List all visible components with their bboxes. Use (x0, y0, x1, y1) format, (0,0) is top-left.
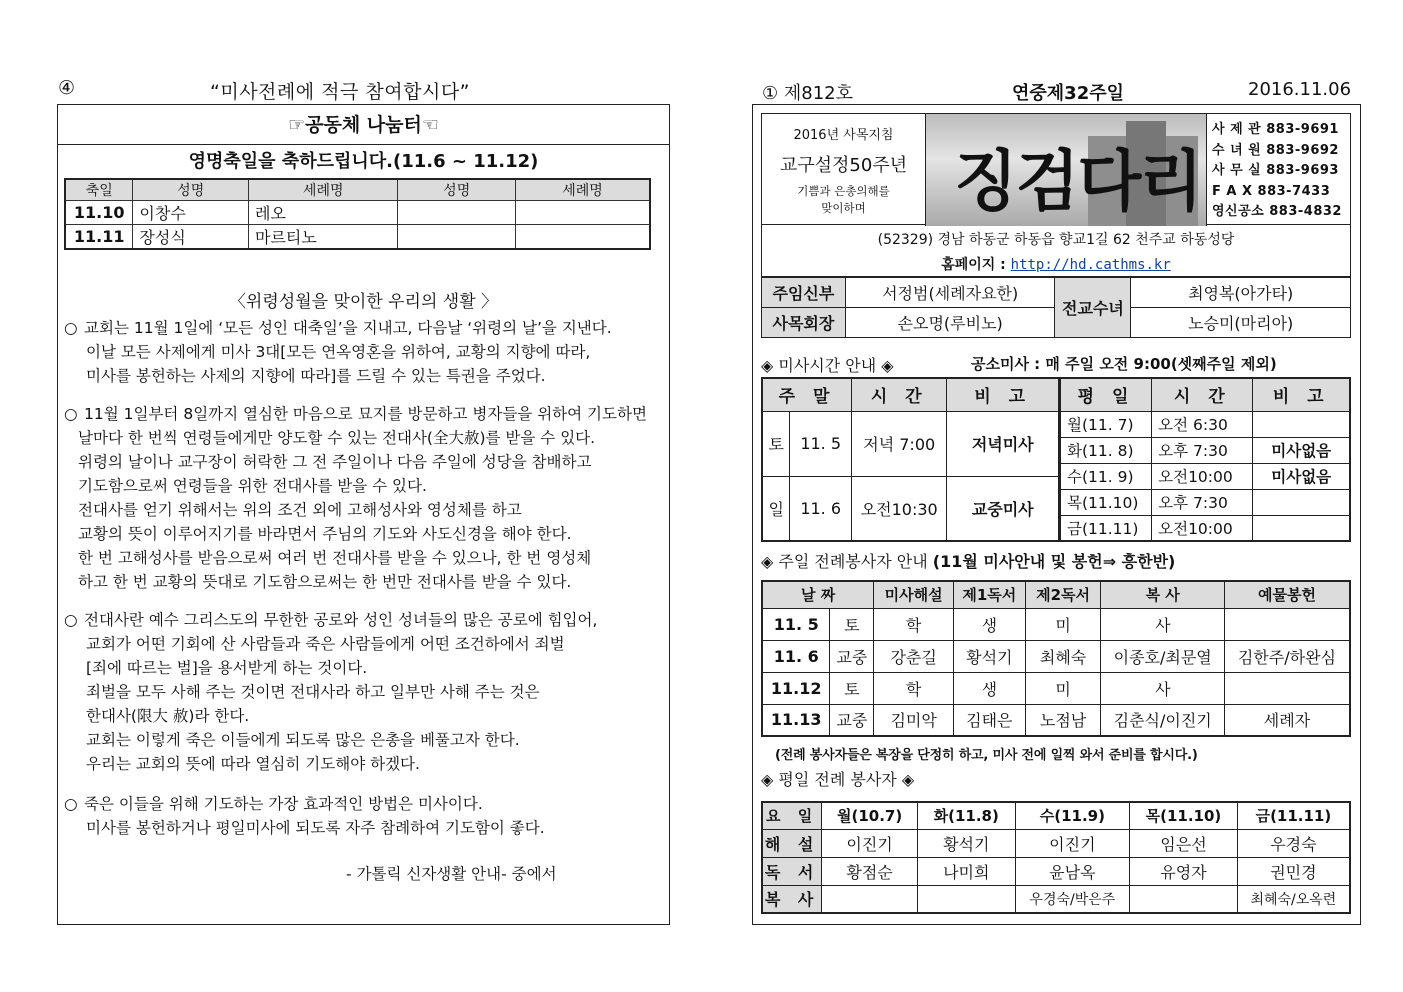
cell: 오전10:30 (851, 476, 946, 541)
contact-item: 영신공소 883-4832 (1212, 204, 1342, 219)
cell: 미 (1025, 608, 1101, 640)
cell (917, 885, 1015, 913)
table-header-row (762, 581, 1350, 608)
paragraph-line: 미사를 봉헌하는 사제의 지향에 따라]를 드릴 수 있는 특권을 주었다. (86, 367, 546, 385)
cell: 생 (953, 672, 1025, 704)
cell: 월(11. 7) (1060, 411, 1152, 437)
cell: 장성식 (133, 225, 249, 250)
cell (1253, 515, 1350, 541)
table-row (65, 225, 650, 250)
bullet-icon: ○ (64, 611, 78, 629)
cell (1130, 885, 1238, 913)
liturgy-title: ◈ 주일 전례봉사자 안내 (761, 552, 928, 571)
bullet-icon: ○ (64, 319, 78, 337)
table-row (762, 672, 1350, 704)
paragraph-line: 전대사란 예수 그리스도의 무한한 공로와 성인 성녀들의 많은 공로에 힘입어, (84, 611, 598, 629)
table-header-row (1060, 378, 1350, 411)
paragraph-line: 죄벌을 모두 사해 주는 것이면 전대사라 하고 일부만 사해 주는 것은 (86, 683, 540, 701)
liturgy-heading (761, 549, 1175, 572)
cell: 미사없음 (1253, 437, 1350, 463)
paragraph-line: [죄에 따르는 벌]을 용서받게 하는 것이다. (86, 659, 368, 677)
col-name: 성명 (133, 179, 249, 201)
col-date: 날 짜 (762, 581, 874, 608)
col-thu: 목(11.10) (1130, 802, 1238, 829)
cell: 오전10:00 (1152, 515, 1253, 541)
col-weekend: 주 말 (762, 378, 851, 411)
cell: 최혜숙/오옥련 (1237, 885, 1350, 913)
cell: 미 (1025, 672, 1101, 704)
paragraph-line: 교황의 뜻이 이루어지기를 바라면서 주님의 기도와 사도신경을 해야 한다. (78, 525, 572, 543)
address-block (761, 225, 1351, 277)
weekend-mass-table (761, 377, 1060, 542)
cell: 11.13 (762, 704, 830, 736)
liturgy-note: (전례 봉사자들은 복장을 단정히 하고, 미사 전에 일찍 와서 준비를 합시다.) (775, 748, 1198, 763)
paragraph-line: 전대사를 얻기 위해서는 위의 조건 외에 고해성사와 영성체를 하고 (78, 501, 522, 519)
sister-name-2: 노승미(마리아) (1131, 308, 1351, 338)
table-row (762, 640, 1350, 672)
cell: 사 (1101, 672, 1225, 704)
festival-title: 영명축일을 축하드립니다.(11.6 ~ 11.12) (188, 151, 539, 172)
cell: 노점남 (1025, 704, 1101, 736)
contact-item: 사 제 관 883-9691 (1212, 122, 1339, 137)
left-page-number: ④ (58, 77, 76, 99)
cell: 교중미사 (947, 476, 1059, 541)
table-row (1060, 489, 1350, 515)
cell (1224, 672, 1350, 704)
mission-mass-note: 공소미사 : 매 주일 오전 9:00(셋째주일 제외) (971, 355, 1277, 373)
cell: 임은선 (1130, 829, 1238, 857)
cell: 오후 7:30 (1152, 489, 1253, 515)
cell: 우경숙 (1237, 829, 1350, 857)
cell: 이진기 (822, 829, 918, 857)
table-row (1060, 463, 1350, 489)
cell: 11.10 (65, 201, 133, 225)
cell: 토 (762, 411, 790, 476)
left-slogan: “미사전례에 적극 참여합시다” (210, 81, 471, 103)
cell: 목(11.10) (1060, 489, 1152, 515)
paragraph-line: 위령의 날이나 교구장이 허락한 그 전 주일이나 다음 주일에 성당을 참배하고 (78, 453, 592, 471)
sunday-ministers-table (761, 580, 1351, 737)
cell: 김미악 (874, 704, 954, 736)
table-row (762, 885, 1350, 913)
cell: 유영자 (1130, 857, 1238, 885)
paragraph-line: 미사를 봉헌하거나 평일미사에 되도록 자주 참례하여 기도함이 좋다. (86, 819, 545, 837)
table-row (762, 476, 1059, 541)
community-header: ☞공동체 나눔터☜ (58, 105, 669, 145)
contact-list (1212, 120, 1342, 223)
cell: 이창수 (133, 201, 249, 225)
row-label: 독 서 (762, 857, 822, 885)
row-label: 복 사 (762, 885, 822, 913)
col-name-2: 성명 (398, 179, 516, 201)
col-wed: 수(11.9) (1015, 802, 1130, 829)
contact-item: 사 무 실 883-9693 (1212, 163, 1339, 178)
cell: 11. 6 (790, 476, 852, 541)
bulletin-logo: 징검다리 (954, 142, 1202, 220)
cell: 황석기 (917, 829, 1015, 857)
col-reader-2: 제2독서 (1025, 581, 1101, 608)
council-name: 손오명(루비노) (845, 308, 1055, 338)
table-row (1060, 515, 1350, 541)
cell (1224, 608, 1350, 640)
cell: 11. 5 (762, 608, 830, 640)
pastoral-guideline (762, 114, 926, 226)
cell: 생 (953, 608, 1025, 640)
paragraph-line: 날마다 한 번씩 연령들에게만 양도할 수 있는 전대사(全大赦)를 받을 수 있다. (78, 429, 596, 447)
table-row (1060, 437, 1350, 463)
paragraph-line: 교회는 이렇게 죽은 이들에게 되도록 많은 은총을 베풀고자 한다. (86, 731, 520, 749)
table-row (762, 411, 1059, 476)
col-baptismal-name: 세례명 (249, 179, 398, 201)
cell: 황석기 (953, 640, 1025, 672)
cell: 오전 6:30 (1152, 411, 1253, 437)
cell: 황점순 (822, 857, 918, 885)
cell: 교중 (830, 640, 874, 672)
weekday-mass-table (1059, 377, 1351, 542)
masthead (761, 113, 1351, 225)
paragraph-line: 죽은 이들을 위해 기도하는 가장 효과적인 방법은 미사이다. (84, 795, 483, 813)
col-time: 시 간 (1152, 378, 1253, 411)
table-row (65, 201, 650, 225)
article-title: 〈위령성월을 맞이한 우리의 생활 〉 (228, 292, 499, 312)
paragraph-4 (64, 792, 545, 840)
col-note: 비 고 (1253, 378, 1350, 411)
cell: 김한주/하완심 (1224, 640, 1350, 672)
table-row (1060, 411, 1350, 437)
mass-time-heading (761, 353, 1351, 376)
row-label: 해 설 (762, 829, 822, 857)
cell: 마르티노 (249, 225, 398, 250)
col-day: 요 일 (762, 802, 822, 829)
cell: 김춘식/이진기 (1101, 704, 1225, 736)
cell: 화(11. 8) (1060, 437, 1152, 463)
paragraph-line: 한 번 고해성사를 받음으로써 여러 번 전대사를 받을 수 있으나, 한 번 영성체 (78, 549, 592, 567)
table-row (762, 829, 1350, 857)
cell: 토 (830, 608, 874, 640)
cell: 오후 7:30 (1152, 437, 1253, 463)
cell: 학 (874, 608, 954, 640)
cell: 금(11.11) (1060, 515, 1152, 541)
bullet-icon: ○ (64, 405, 78, 423)
cell: 일 (762, 476, 790, 541)
paragraph-line: 교회는 11월 1일에 ‘모든 성인 대축일’을 지내고, 다음날 ‘위령의 날’을 지낸다. (84, 319, 612, 337)
cell (822, 885, 918, 913)
table-row (762, 608, 1350, 640)
cell: 수(11. 9) (1060, 463, 1152, 489)
col-server: 복 사 (1101, 581, 1225, 608)
pastor-label: 주임신부 (762, 278, 846, 308)
cell: 교중 (830, 704, 874, 736)
paragraph-line: 기도함으로써 연령들을 위한 전대사를 받을 수 있다. (78, 477, 427, 495)
homepage-link[interactable]: http://hd.cathms.kr (1010, 257, 1171, 273)
cell: 김태은 (953, 704, 1025, 736)
article-source: - 가톨릭 신자생활 안내- 중에서 (346, 865, 557, 883)
bulletin-front (752, 104, 1361, 925)
cell: 나미희 (917, 857, 1015, 885)
pastoral-year: 2016년 사목지침 (793, 128, 894, 143)
cell: 사 (1101, 608, 1225, 640)
paragraph-1 (64, 316, 612, 388)
cell (398, 201, 516, 225)
paragraph-line: 한대사(限大 赦)라 한다. (86, 707, 250, 725)
mass-time-title: ◈ 미사시간 안내 ◈ (761, 356, 894, 375)
table-header-row (762, 378, 1059, 411)
sister-label: 전교수녀 (1055, 278, 1131, 338)
table-row (762, 857, 1350, 885)
cell: 미사없음 (1253, 463, 1350, 489)
cell: 11.11 (65, 225, 133, 250)
liturgical-week: 연중제32주일 (1012, 83, 1124, 104)
contact-item: 수 녀 원 883-9692 (1212, 142, 1339, 158)
col-note: 비 고 (947, 378, 1059, 411)
cell: 11. 6 (762, 640, 830, 672)
cell: 저녁미사 (947, 411, 1059, 476)
cell: 최혜숙 (1025, 640, 1101, 672)
col-fri: 금(11.11) (1237, 802, 1350, 829)
cell (515, 225, 650, 250)
issue-number: ① 제812호 (762, 83, 853, 104)
paragraph-line: 우리는 교회의 뜻에 따라 열심히 기도해야 하겠다. (86, 755, 420, 773)
council-label: 사목회장 (762, 308, 846, 338)
weekday-ministers-table (761, 801, 1351, 914)
paragraph-line: 이날 모든 사제에게 미사 3대[모든 연옥영혼을 위하여, 교황의 지향에 따라, (86, 343, 591, 361)
paragraph-line: 하고 한 번 교황의 뜻대로 기도함으로써는 한 번만 전대사를 받을 수 있다. (78, 573, 572, 591)
col-commentator: 미사해설 (874, 581, 954, 608)
cell: 세례자 (1224, 704, 1350, 736)
bullet-icon: ○ (64, 795, 78, 813)
paragraph-line: 11월 1일부터 8일까지 열심한 마음으로 묘지를 방문하고 병자들을 위하여 기도하면 (84, 405, 647, 423)
paragraph-2 (64, 402, 647, 594)
table-header-row (762, 802, 1350, 829)
contact-item: F A X 883-7433 (1212, 183, 1331, 199)
feast-day-table (64, 178, 651, 250)
cell (1253, 411, 1350, 437)
weekday-service-title: ◈ 평일 전례 봉사자 ◈ (761, 770, 915, 789)
cell: 오전10:00 (1152, 463, 1253, 489)
community-section (57, 104, 670, 925)
cell: 레오 (249, 201, 398, 225)
cell: 11. 5 (790, 411, 852, 476)
paragraph-3 (64, 608, 597, 776)
cell: 11.12 (762, 672, 830, 704)
liturgy-subtitle: (11월 미사안내 및 봉헌⇒ 흥한반) (932, 552, 1176, 571)
pastor-name: 서정범(세례자요한) (845, 278, 1055, 308)
col-baptismal-name-2: 세례명 (515, 179, 650, 201)
cell: 권민경 (1237, 857, 1350, 885)
cell (1253, 489, 1350, 515)
table-row (762, 704, 1350, 736)
paragraph-line: 교회가 어떤 기회에 산 사람들과 죽은 사람들에게 어떤 조건하에서 죄벌 (86, 635, 565, 653)
staff-table (761, 277, 1351, 338)
table-header-row (65, 179, 650, 201)
church-address: (52329) 경남 하동군 하동읍 향교1길 62 천주교 하동성당 (877, 232, 1235, 248)
cell: 저녁 7:00 (851, 411, 946, 476)
cell: 학 (874, 672, 954, 704)
anniversary-text: 교구설정50주년 (779, 155, 908, 176)
col-offering: 예물봉헌 (1224, 581, 1350, 608)
col-reader-1: 제1독서 (953, 581, 1025, 608)
cell: 우경숙/박은주 (1015, 885, 1130, 913)
col-feast-day: 축일 (65, 179, 133, 201)
col-mon: 월(10.7) (822, 802, 918, 829)
col-time: 시 간 (851, 378, 946, 411)
sister-name-1: 최영복(아가타) (1131, 278, 1351, 308)
cell: 토 (830, 672, 874, 704)
motto-line-2: 맞이하며 (821, 201, 866, 215)
cell: 윤남옥 (1015, 857, 1130, 885)
cell (515, 201, 650, 225)
cell: 강춘길 (874, 640, 954, 672)
homepage-label: 홈페이지 : (941, 257, 1011, 273)
homepage-line (762, 254, 1350, 274)
col-weekday: 평 일 (1060, 378, 1152, 411)
motto-line-1: 기쁨과 은총의해를 (797, 184, 890, 198)
table-row (762, 278, 1351, 308)
cell (398, 225, 516, 250)
church-photo (926, 114, 1207, 226)
issue-date: 2016.11.06 (1248, 79, 1352, 100)
cell: 이종호/최문열 (1101, 640, 1225, 672)
col-tue: 화(11.8) (917, 802, 1015, 829)
cell: 이진기 (1015, 829, 1130, 857)
